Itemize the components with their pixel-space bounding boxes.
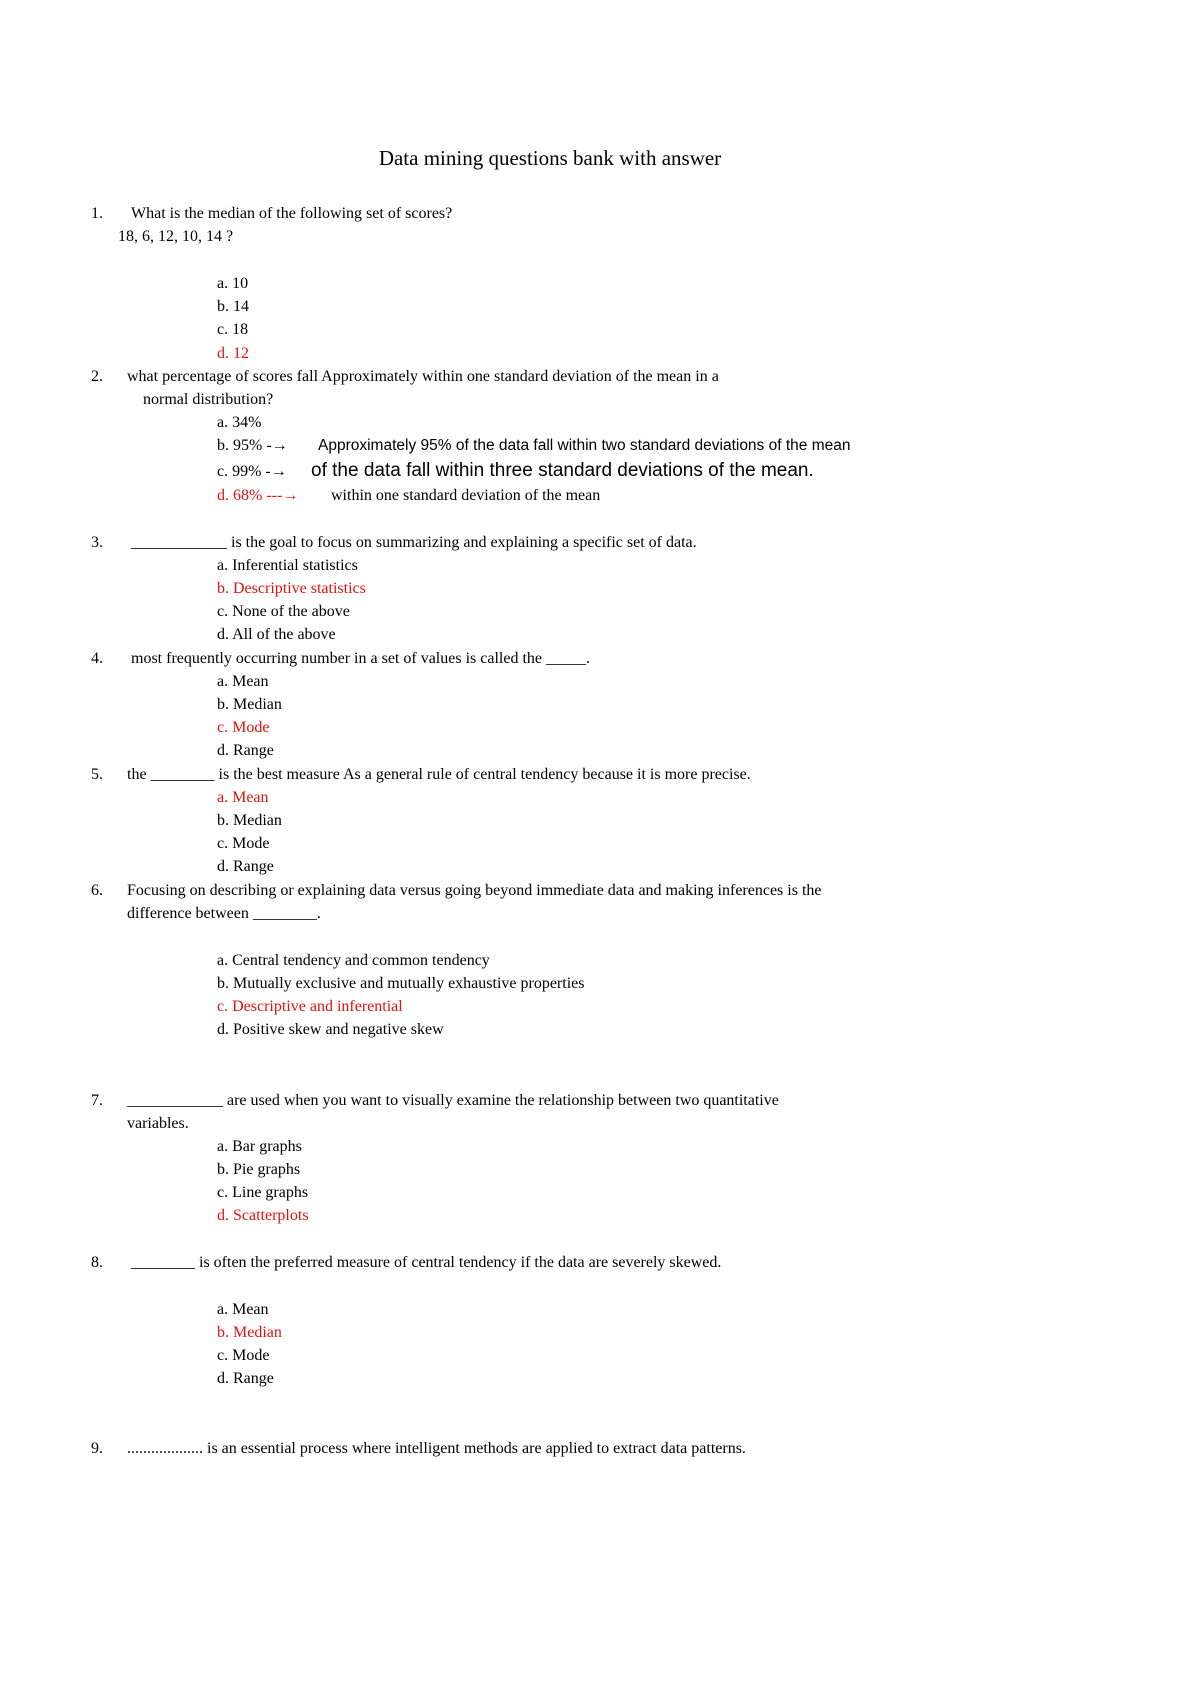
question-3-number: 3. [91, 534, 103, 551]
q8-option-b-answer: b. Median [217, 1324, 282, 1341]
question-2-text: what percentage of scores fall Approximately within one standard deviation of the mean in a [127, 368, 719, 385]
q2-option-c-note: of the data fall within three standard deviations of the mean. [311, 460, 814, 481]
question-9-number: 9. [91, 1440, 103, 1457]
q5-option-c: c. Mode [217, 835, 270, 852]
q1-option-b: b. 14 [217, 298, 249, 315]
q4-option-d: d. Range [217, 742, 274, 759]
q6-option-a: a. Central tendency and common tendency [217, 952, 490, 969]
question-3-text: ____________ is the goal to focus on summarizing and explaining a specific set of data. [131, 534, 697, 551]
question-7-number: 7. [91, 1092, 103, 1109]
q4-option-a: a. Mean [217, 673, 269, 690]
q4-option-c-answer: c. Mode [217, 719, 270, 736]
question-2-number: 2. [91, 368, 103, 385]
question-8-text: ________ is often the preferred measure of central tendency if the data are severely skewed. [131, 1254, 722, 1271]
q1-option-c: c. 18 [217, 321, 249, 338]
question-1-number: 1. [91, 205, 103, 222]
q4-option-b: b. Median [217, 696, 282, 713]
question-1-text-line2: 18, 6, 12, 10, 14 ? [118, 228, 234, 245]
q2-option-d-answer: d. 68% ---→ [217, 487, 299, 504]
q6-option-b: b. Mutually exclusive and mutually exhaustive properties [217, 975, 585, 992]
q2-option-b: b. 95% -→ [217, 437, 288, 454]
question-6-text-line2: difference between ________. [127, 905, 321, 922]
question-4-number: 4. [91, 650, 103, 667]
question-5-text: the ________ is the best measure As a general rule of central tendency because it is more precise. [127, 766, 751, 783]
q5-option-d: d. Range [217, 858, 274, 875]
q8-option-c: c. Mode [217, 1347, 270, 1364]
q2-option-b-note: Approximately 95% of the data fall within two standard deviations of the mean [318, 437, 851, 454]
q5-option-a-answer: a. Mean [217, 789, 269, 806]
q2-option-c: c. 99% -→ [217, 463, 287, 480]
q1-option-a: a. 10 [217, 275, 249, 292]
question-6-number: 6. [91, 882, 103, 899]
q6-option-c-answer: c. Descriptive and inferential [217, 998, 403, 1015]
question-1-text: What is the median of the following set of scores? [131, 205, 453, 222]
question-2-text-line2: normal distribution? [143, 391, 274, 408]
q8-option-a: a. Mean [217, 1301, 269, 1318]
q8-option-d: d. Range [217, 1370, 274, 1387]
q1-option-d-answer: d. 12 [217, 345, 249, 362]
q3-option-a: a. Inferential statistics [217, 557, 358, 574]
q2-option-d-note: within one standard deviation of the mean [331, 487, 601, 504]
q7-option-b: b. Pie graphs [217, 1161, 301, 1178]
document-title: Data mining questions bank with answer [378, 146, 722, 170]
q3-option-c: c. None of the above [217, 603, 350, 620]
q5-option-b: b. Median [217, 812, 282, 829]
q3-option-b-answer: b. Descriptive statistics [217, 580, 366, 597]
question-5-number: 5. [91, 766, 103, 783]
question-6-text: Focusing on describing or explaining data versus going beyond immediate data and making inferences is the [127, 882, 822, 899]
question-9-text: ................... is an essential process where intelligent methods are applied to extract data patterns. [127, 1440, 746, 1457]
q3-option-d: d. All of the above [217, 626, 336, 643]
q7-option-c: c. Line graphs [217, 1184, 309, 1201]
q7-option-d-answer: d. Scatterplots [217, 1207, 309, 1224]
q6-option-d: d. Positive skew and negative skew [217, 1021, 444, 1038]
q7-option-a: a. Bar graphs [217, 1138, 302, 1155]
question-7-text: ____________ are used when you want to visually examine the relationship between two quantitative [127, 1092, 779, 1109]
question-8-number: 8. [91, 1254, 103, 1271]
q2-option-a: a. 34% [217, 414, 262, 431]
question-4-text: most frequently occurring number in a set of values is called the _____. [131, 650, 590, 667]
question-7-text-line2: variables. [127, 1115, 189, 1132]
